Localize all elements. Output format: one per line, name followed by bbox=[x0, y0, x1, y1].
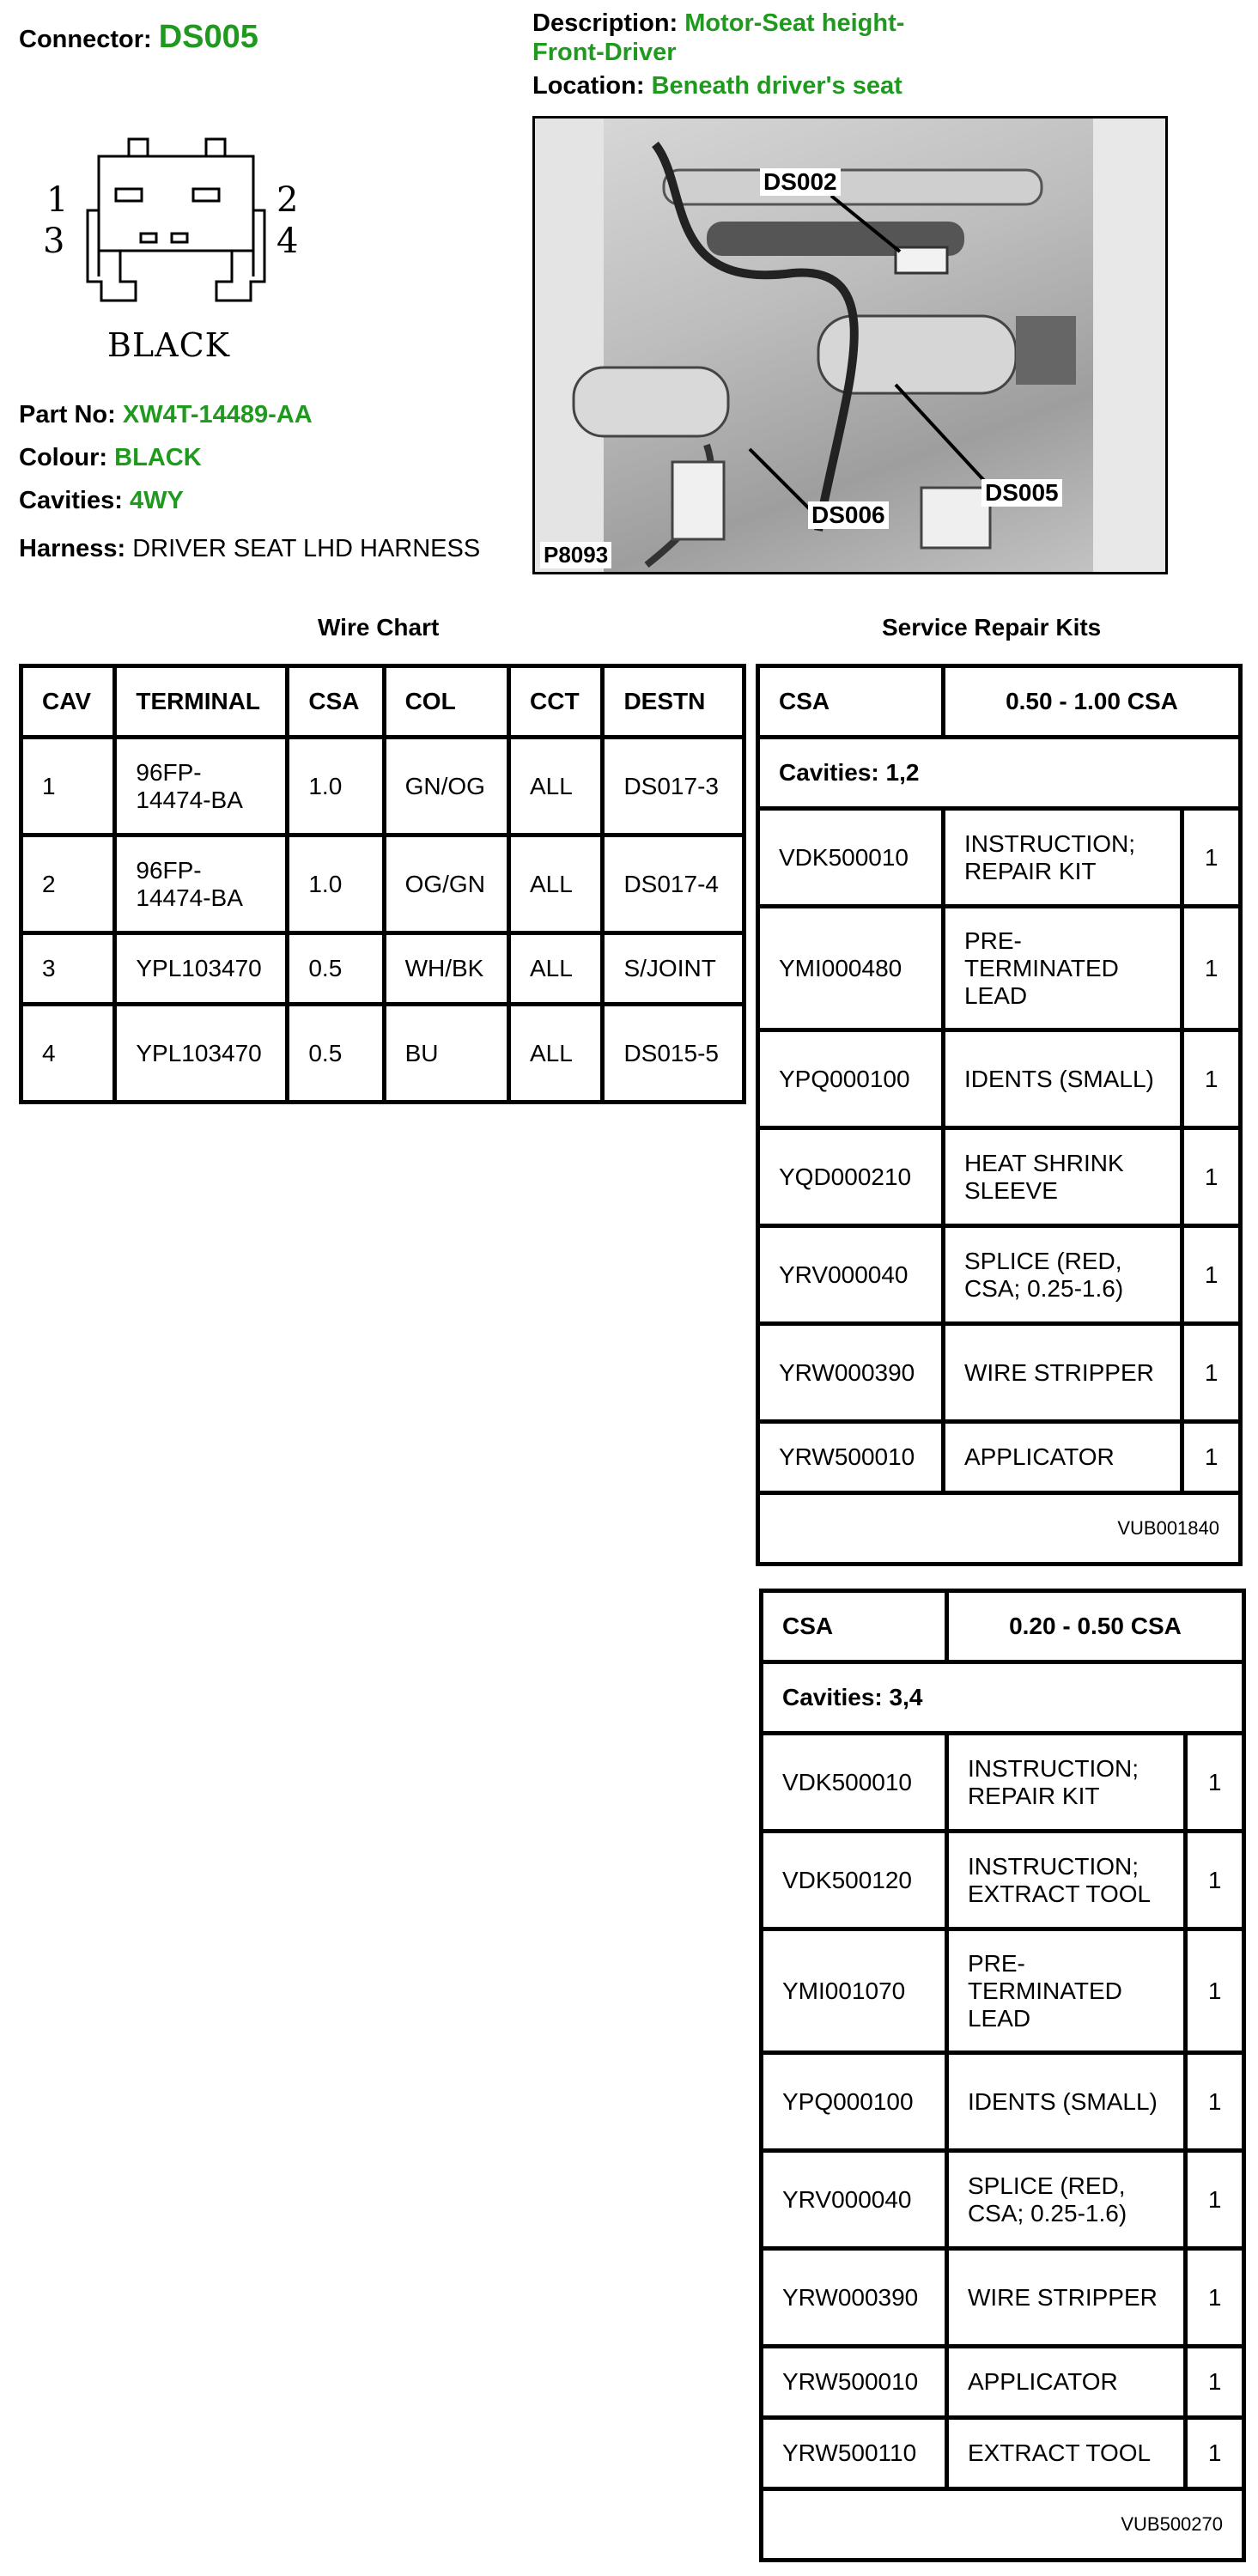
kit-part-qty: 1 bbox=[1186, 2053, 1244, 2151]
header-terminal: TERMINAL bbox=[115, 666, 288, 738]
cell-destn: DS015-5 bbox=[603, 1005, 744, 1103]
harness-label: Harness: bbox=[19, 535, 126, 562]
header-cct: CCT bbox=[509, 666, 603, 738]
kit-part-qty: 1 bbox=[1182, 1030, 1241, 1128]
description-value-1: Motor-Seat height- bbox=[684, 9, 905, 37]
kit-part-qty: 1 bbox=[1182, 1226, 1241, 1324]
kit-part-qty: 1 bbox=[1182, 1128, 1241, 1226]
cell-col: BU bbox=[384, 1005, 508, 1103]
connector-label: Connector: bbox=[19, 26, 152, 53]
cell-csa: 1.0 bbox=[288, 835, 384, 933]
cell-cct: ALL bbox=[509, 738, 603, 835]
callout-ds002: DS002 bbox=[760, 168, 841, 196]
description-value-2: Front-Driver bbox=[532, 39, 677, 66]
kit-part-description: HEAT SHRINK SLEEVE bbox=[943, 1128, 1182, 1226]
location-photo bbox=[532, 116, 1168, 574]
cell-destn: DS017-3 bbox=[603, 738, 744, 835]
pin-3-label: 3 bbox=[43, 222, 65, 261]
pin-4-label: 4 bbox=[277, 222, 299, 261]
kit-part-description: INSTRUCTION; REPAIR KIT bbox=[943, 809, 1182, 907]
cell-cct: ALL bbox=[509, 933, 603, 1005]
kit-part-qty: 1 bbox=[1186, 2151, 1244, 2249]
header-csa: CSA bbox=[288, 666, 384, 738]
callout-ds005: DS005 bbox=[981, 479, 1062, 507]
table-row bbox=[21, 1005, 744, 1103]
kit-part-description: INSTRUCTION; EXTRACT TOOL bbox=[946, 1832, 1185, 1929]
kit-header-row bbox=[762, 1591, 1244, 1662]
kit-part-qty: 1 bbox=[1186, 1734, 1244, 1832]
kit-part-qty: 1 bbox=[1182, 1422, 1241, 1493]
kit-part-qty: 1 bbox=[1186, 1929, 1244, 2053]
kit-part-number: YMI000480 bbox=[758, 907, 944, 1030]
cell-terminal: 96FP-14474-BA bbox=[115, 835, 288, 933]
kit-part-qty: 1 bbox=[1186, 1832, 1244, 1929]
table-row bbox=[762, 2418, 1244, 2489]
cell-cav: 1 bbox=[21, 738, 115, 835]
kit-footer-row bbox=[762, 2489, 1244, 2561]
header-col: COL bbox=[384, 666, 508, 738]
colour-value: BLACK bbox=[114, 444, 202, 471]
kit-part-description: WIRE STRIPPER bbox=[943, 1324, 1182, 1422]
table-row bbox=[762, 2347, 1244, 2418]
kit-part-qty: 1 bbox=[1182, 907, 1241, 1030]
kit-csa-range: 0.20 - 0.50 CSA bbox=[946, 1591, 1243, 1662]
kit-part-description: EXTRACT TOOL bbox=[946, 2418, 1185, 2489]
kit-csa-label: CSA bbox=[762, 1591, 947, 1662]
repair-kit-table-2 bbox=[759, 1589, 1246, 2562]
table-row bbox=[21, 835, 744, 933]
cell-col: OG/GN bbox=[384, 835, 508, 933]
kit-part-number: YMI001070 bbox=[762, 1929, 947, 2053]
kit-part-description: APPLICATOR bbox=[946, 2347, 1185, 2418]
description-label: Description: bbox=[532, 9, 678, 37]
kit-part-number: YRV000040 bbox=[758, 1226, 944, 1324]
kit-cavities: Cavities: 1,2 bbox=[758, 738, 1241, 809]
kit-part-qty: 1 bbox=[1186, 2347, 1244, 2418]
kit-csa-range: 0.50 - 1.00 CSA bbox=[943, 666, 1240, 738]
description-block bbox=[532, 9, 904, 67]
wire-chart-table bbox=[19, 664, 746, 1104]
callout-ds006: DS006 bbox=[808, 501, 889, 529]
table-row bbox=[762, 2249, 1244, 2347]
connector-color-label: BLACK bbox=[107, 326, 231, 364]
service-kits-title: Service Repair Kits bbox=[882, 614, 1102, 641]
kit-part-description: IDENTS (SMALL) bbox=[946, 2053, 1185, 2151]
kit-part-number: YRV000040 bbox=[762, 2151, 947, 2249]
kit-part-number: YPQ000100 bbox=[762, 2053, 947, 2151]
cell-csa: 0.5 bbox=[288, 1005, 384, 1103]
cell-cav: 4 bbox=[21, 1005, 115, 1103]
cell-terminal: YPL103470 bbox=[115, 933, 288, 1005]
kit-part-description: IDENTS (SMALL) bbox=[943, 1030, 1182, 1128]
table-row bbox=[762, 2053, 1244, 2151]
kit-part-number: YQD000210 bbox=[758, 1128, 944, 1226]
table-row bbox=[758, 1226, 1241, 1324]
cell-cct: ALL bbox=[509, 835, 603, 933]
table-row bbox=[21, 738, 744, 835]
photo-ref: P8093 bbox=[540, 542, 611, 568]
table-row bbox=[758, 1324, 1241, 1422]
header-cav: CAV bbox=[21, 666, 115, 738]
kit-part-description: INSTRUCTION; REPAIR KIT bbox=[946, 1734, 1185, 1832]
table-row bbox=[758, 809, 1241, 907]
kit-part-description: PRE-TERMINATED LEAD bbox=[943, 907, 1182, 1030]
cell-destn: DS017-4 bbox=[603, 835, 744, 933]
cell-destn: S/JOINT bbox=[603, 933, 744, 1005]
table-row bbox=[21, 933, 744, 1005]
kit-part-number: YRW500010 bbox=[762, 2347, 947, 2418]
part-no-value: XW4T-14489-AA bbox=[122, 401, 313, 428]
kit-part-number: VDK500010 bbox=[762, 1734, 947, 1832]
repair-kit-table-1 bbox=[756, 664, 1243, 1566]
wire-chart-title: Wire Chart bbox=[318, 614, 440, 641]
kit-part-number: VDK500010 bbox=[758, 809, 944, 907]
table-row bbox=[762, 1929, 1244, 2053]
cavities-value: 4WY bbox=[129, 487, 184, 514]
kit-header-row bbox=[758, 666, 1241, 738]
table-row bbox=[762, 2151, 1244, 2249]
cell-cav: 3 bbox=[21, 933, 115, 1005]
kit-part-qty: 1 bbox=[1186, 2418, 1244, 2489]
connector-id: DS005 bbox=[158, 19, 258, 55]
cavities-label: Cavities: bbox=[19, 487, 123, 514]
kit-part-description: APPLICATOR bbox=[943, 1422, 1182, 1493]
kit-part-description: SPLICE (RED, CSA; 0.25-1.6) bbox=[943, 1226, 1182, 1324]
connector-heading bbox=[19, 19, 258, 56]
kit-part-number: YRW500110 bbox=[762, 2418, 947, 2489]
kit-cavities: Cavities: 3,4 bbox=[762, 1662, 1244, 1734]
cell-col: WH/BK bbox=[384, 933, 508, 1005]
cell-col: GN/OG bbox=[384, 738, 508, 835]
header-destn: DESTN bbox=[603, 666, 744, 738]
cell-cct: ALL bbox=[509, 1005, 603, 1103]
table-row bbox=[758, 1030, 1241, 1128]
kit-part-number: YRW000390 bbox=[758, 1324, 944, 1422]
table-row bbox=[758, 1128, 1241, 1226]
kit-cavities-row bbox=[762, 1662, 1244, 1734]
kit-part-qty: 1 bbox=[1182, 1324, 1241, 1422]
kit-part-description: SPLICE (RED, CSA; 0.25-1.6) bbox=[946, 2151, 1185, 2249]
kit-part-qty: 1 bbox=[1186, 2249, 1244, 2347]
colour-label: Colour: bbox=[19, 444, 108, 471]
kit-part-number: YRW000390 bbox=[762, 2249, 947, 2347]
cell-terminal: YPL103470 bbox=[115, 1005, 288, 1103]
wire-chart-header-row bbox=[21, 666, 744, 738]
kit-part-description: WIRE STRIPPER bbox=[946, 2249, 1185, 2347]
cell-cav: 2 bbox=[21, 835, 115, 933]
table-row bbox=[762, 1734, 1244, 1832]
kit-footer-row bbox=[758, 1493, 1241, 1564]
kit-csa-label: CSA bbox=[758, 666, 944, 738]
pin-2-label: 2 bbox=[277, 180, 299, 220]
connector-diagram bbox=[34, 129, 326, 378]
harness-value: DRIVER SEAT LHD HARNESS bbox=[132, 535, 481, 562]
location-block bbox=[532, 71, 902, 100]
kit-part-number: VDK500120 bbox=[762, 1832, 947, 1929]
cell-terminal: 96FP-14474-BA bbox=[115, 738, 288, 835]
kit-reference: VUB001840 bbox=[758, 1493, 1241, 1564]
kit-cavities-row bbox=[758, 738, 1241, 809]
kit-reference: VUB500270 bbox=[762, 2489, 1244, 2561]
part-no-label: Part No: bbox=[19, 401, 116, 428]
cell-csa: 1.0 bbox=[288, 738, 384, 835]
cell-csa: 0.5 bbox=[288, 933, 384, 1005]
table-row bbox=[758, 907, 1241, 1030]
kit-part-number: YPQ000100 bbox=[758, 1030, 944, 1128]
pin-1-label: 1 bbox=[46, 180, 69, 220]
location-label: Location: bbox=[532, 72, 645, 100]
part-info bbox=[19, 400, 480, 563]
table-row bbox=[762, 1832, 1244, 1929]
kit-part-description: PRE-TERMINATED LEAD bbox=[946, 1929, 1185, 2053]
kit-part-qty: 1 bbox=[1182, 809, 1241, 907]
kit-part-number: YRW500010 bbox=[758, 1422, 944, 1493]
table-row bbox=[758, 1422, 1241, 1493]
location-value: Beneath driver's seat bbox=[651, 72, 902, 100]
